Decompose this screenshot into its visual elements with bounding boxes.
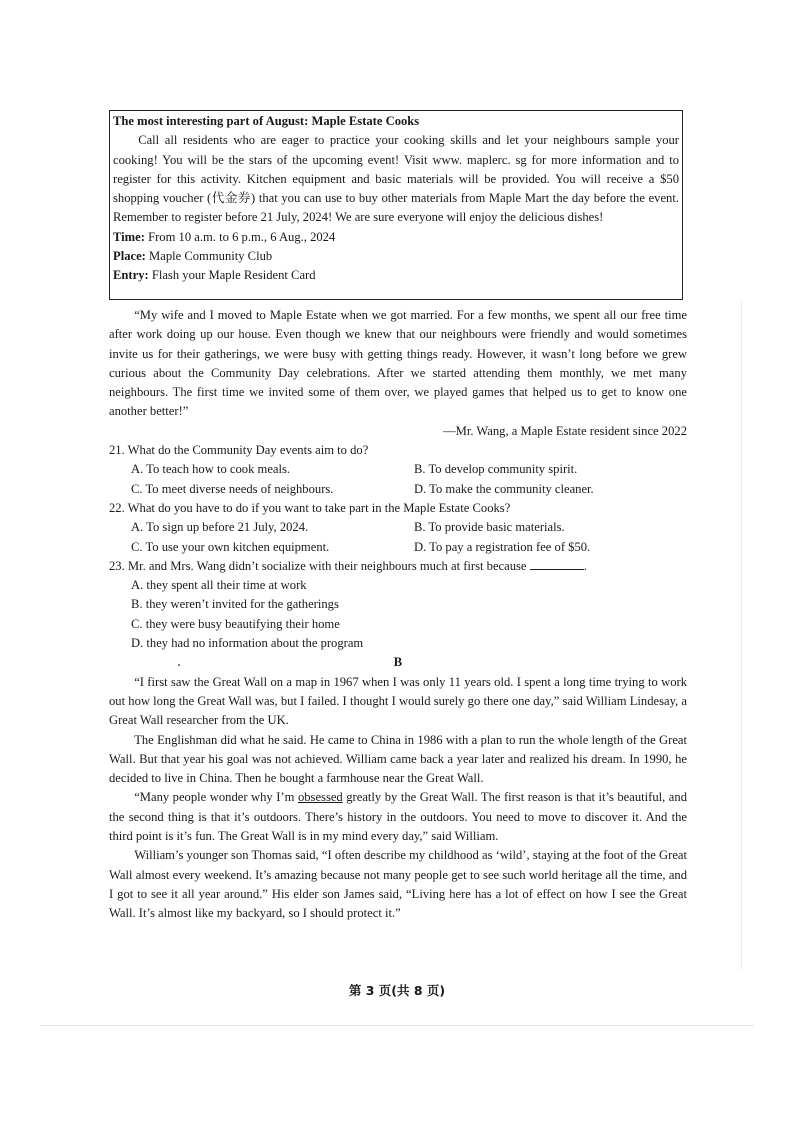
option-22-a[interactable]: A. To sign up before 21 July, 2024.: [131, 520, 309, 535]
question-22: 22. What do you have to do if you want to take part in the Maple Estate Cooks?: [109, 500, 511, 515]
option-21-d[interactable]: D. To make the community cleaner.: [414, 481, 594, 496]
entry-label: Entry:: [113, 268, 149, 283]
notice-place: [113, 247, 679, 266]
notice-entry: [113, 266, 679, 285]
place-label: Place:: [113, 249, 146, 264]
question-22-options: [109, 518, 687, 557]
option-23-c[interactable]: C. they were busy beautifying their home: [131, 616, 340, 631]
place-value: Maple Community Club: [149, 249, 273, 264]
question-23: 23. Mr. and Mrs. Wang didn’t socialize with their neighbours much at first because .: [109, 558, 587, 573]
answer-blank[interactable]: [530, 557, 584, 570]
passage-b-paragraph-1: “I first saw the Great Wall on a map in 1967 when I was only 11 years old. I spent a long time trying to work out how long the Great Wall was, but I failed. I thought I would surely go there one day,” said William Lindesay, a Great Wall researcher from the UK.: [109, 674, 687, 728]
option-23-b[interactable]: B. they weren’t invited for the gatherings: [131, 597, 339, 612]
question-23-options: [109, 576, 687, 653]
scan-edge-line: [741, 300, 742, 970]
notice-body: Call all residents who are eager to practice your cooking skills and let your neighbours sample your cooking! You will be the stars of the upcoming event! Visit www. maplerc. sg for more information and to register for this activity. Kitchen equipment and basic materials will be provided. You will receive a $50 shopping voucher (代金券) that you can use to buy other materials from Maple Mart the day before the event. Remember to register before 21 July, 2024! We are sure everyone will enjoy the delicious dishes!: [113, 133, 679, 225]
notice-title: The most interesting part of August: Maple Estate Cooks: [113, 114, 420, 128]
p3-end: greatly by the Great Wall. The first reason is that it’s beautiful, and the second thing is that it’s outdoors. There’s history in the outdoors. You need to move to discover it. And the third point is it’s fun. The Great Wall is in my mind every day,” said William.: [109, 790, 687, 844]
option-23-d[interactable]: D. they had no information about the program: [131, 636, 364, 651]
scan-speck: [178, 664, 180, 666]
time-label: Time:: [113, 229, 145, 244]
resident-quote: “My wife and I moved to Maple Estate when we got married. For a few months, we spent all our free time after work doing up our house. Even though we knew that our neighbours were friendly and would sometimes invite us for their gatherings, we were busy with getting things ready. However, it wasn’t long before we grew curious about the Community Day celebrations. After we started attending them monthly, we met many neighbours. The first time we invited some of them over, we played games that helped us to get to know one another better!”: [109, 308, 687, 419]
passage-b-paragraph-2: The Englishman did what he said. He came to China in 1986 with a plan to run the whole length of the Great Wall. But that year his goal was not achieved. William came back a year later and realized his dream. In 1990, he decided to live in China. Then he bought a farmhouse near the Great Wall.: [109, 732, 687, 786]
passage-b-paragraph-4: William’s younger son Thomas said, “I often describe my childhood as ‘wild’, staying at the foot of the Great Wall almost every weekend. It’s amazing because not many people get to see such world heritage all the time, and I got to see it all year around.” His elder son James said, “Living here has a lot of effect on how I see the Great Wall. It’s almost like my backyard, so I should protect it.”: [109, 848, 687, 921]
notice-time: [113, 228, 679, 247]
question-21: 21. What do the Community Day events aim to do?: [109, 443, 369, 458]
quote-signature: —Mr. Wang, a Maple Estate resident since 2022: [443, 423, 687, 438]
notice-box: [109, 110, 683, 300]
option-22-b[interactable]: B. To provide basic materials.: [414, 520, 565, 535]
time-value: From 10 a.m. to 6 p.m., 6 Aug., 2024: [148, 229, 336, 244]
section-b-heading: B: [393, 655, 403, 670]
option-21-c[interactable]: C. To meet diverse needs of neighbours.: [131, 481, 334, 496]
passage-b-paragraph-3: [109, 788, 687, 846]
question-21-options: [109, 460, 687, 499]
option-23-a[interactable]: A. they spent all their time at work: [131, 578, 307, 593]
page-footer: 第 3 页(共 8 页): [348, 983, 446, 998]
option-22-c[interactable]: C. To use your own kitchen equipment.: [131, 539, 330, 554]
underlined-word: obsessed: [297, 790, 343, 805]
entry-value: Flash your Maple Resident Card: [151, 268, 316, 283]
p3-start: “Many people wonder why I’m: [134, 790, 298, 805]
question-23-stem: 23. Mr. and Mrs. Wang didn’t socialize with their neighbours much at first because: [109, 558, 527, 573]
option-21-a[interactable]: A. To teach how to cook meals.: [131, 462, 291, 477]
page-bottom-line: [40, 1025, 754, 1026]
option-22-d[interactable]: D. To pay a registration fee of $50.: [414, 539, 591, 554]
option-21-b[interactable]: B. To develop community spirit.: [414, 462, 578, 477]
main-content: [109, 306, 687, 924]
